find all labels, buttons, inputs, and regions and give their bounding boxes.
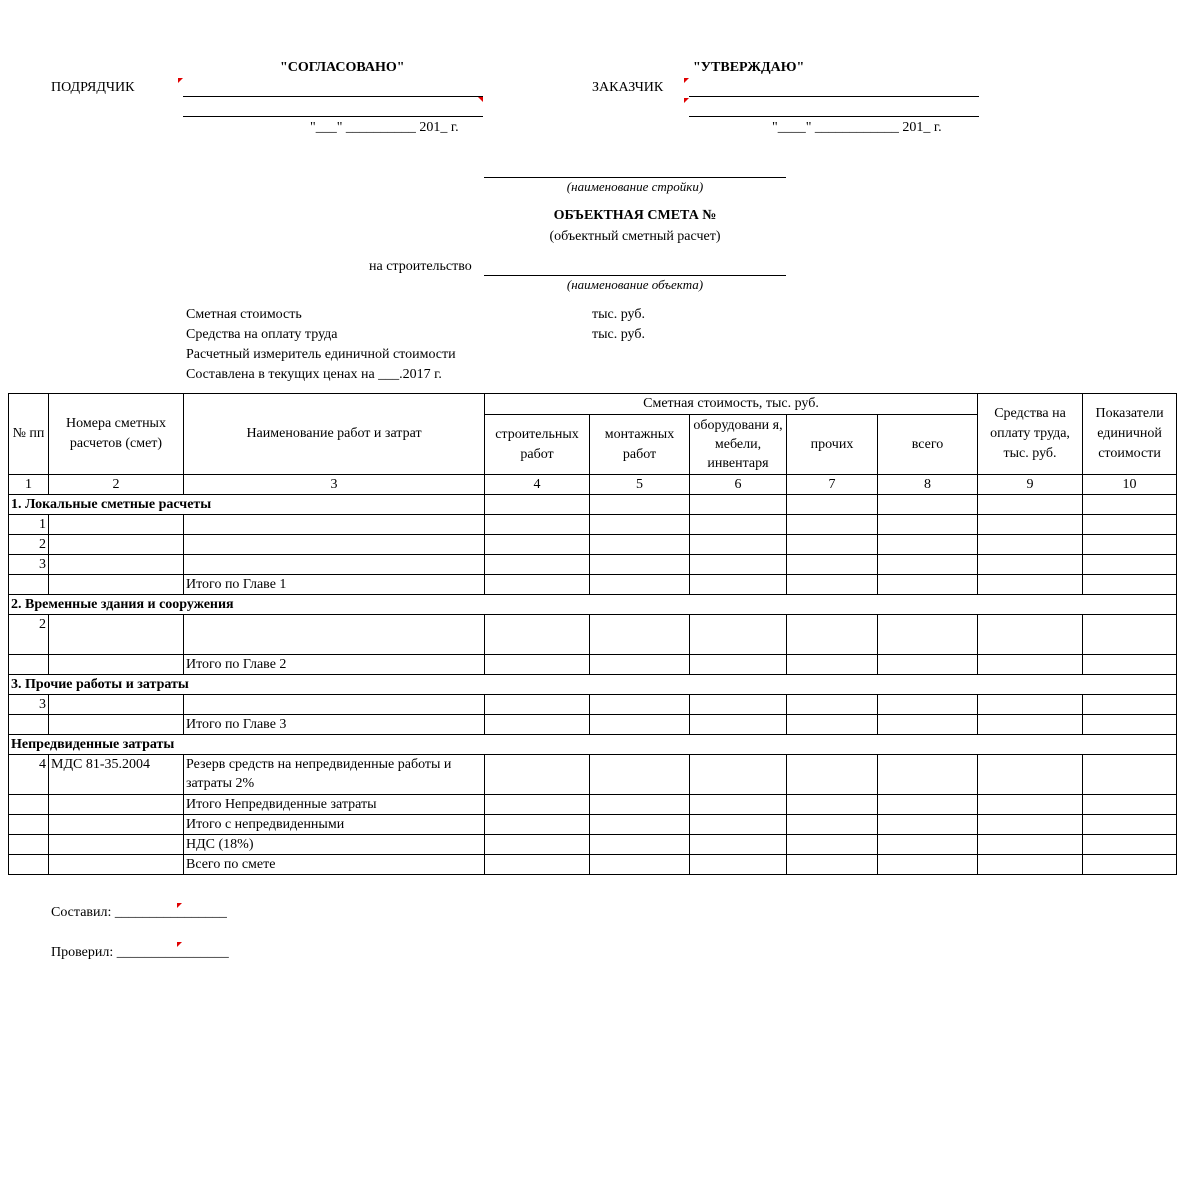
table-cell[interactable] xyxy=(1083,655,1177,675)
column-number: 5 xyxy=(590,475,690,495)
table-cell[interactable] xyxy=(485,835,590,855)
table-cell[interactable] xyxy=(978,835,1083,855)
construction-prefix: на строительство xyxy=(369,259,472,274)
table-cell[interactable] xyxy=(485,555,590,575)
table-cell[interactable] xyxy=(485,815,590,835)
table-row xyxy=(9,715,1177,735)
table-cell[interactable] xyxy=(590,555,690,575)
total-unforeseen-label: Итого Непредвиденные затраты xyxy=(184,795,485,815)
row-number: 1 xyxy=(9,515,49,535)
column-number: 1 xyxy=(9,475,49,495)
table-cell[interactable] xyxy=(690,655,787,675)
header-other: прочих xyxy=(787,415,878,475)
table-cell[interactable] xyxy=(49,535,184,555)
table-cell[interactable] xyxy=(787,555,878,575)
table-cell[interactable] xyxy=(590,815,690,835)
table-row xyxy=(9,615,1177,655)
column-number: 9 xyxy=(978,475,1083,495)
table-cell[interactable] xyxy=(787,715,878,735)
column-number: 8 xyxy=(878,475,978,495)
table-cell[interactable] xyxy=(787,755,878,795)
table-cell[interactable] xyxy=(978,655,1083,675)
header-name: Наименование работ и затрат xyxy=(184,394,485,475)
header-num: № пп xyxy=(9,394,49,475)
table-cell[interactable] xyxy=(485,715,590,735)
table-row xyxy=(9,855,1177,875)
table-cell[interactable] xyxy=(978,555,1083,575)
total-with-unforeseen-label: Итого с непредвиденными xyxy=(184,815,485,835)
table-cell[interactable] xyxy=(49,555,184,575)
table-cell[interactable] xyxy=(590,855,690,875)
table-cell[interactable] xyxy=(49,815,184,835)
table-cell[interactable] xyxy=(184,515,485,535)
table-cell[interactable] xyxy=(1083,835,1177,855)
chapter-total-label: Итого по Главе 3 xyxy=(184,715,485,735)
section-title: 3. Прочие работы и затраты xyxy=(9,675,1177,695)
customer-signature-line[interactable] xyxy=(689,96,979,97)
table-cell[interactable] xyxy=(184,535,485,555)
table-cell[interactable] xyxy=(485,575,590,595)
table-cell[interactable] xyxy=(485,515,590,535)
table-cell[interactable] xyxy=(690,575,787,595)
header-total: всего xyxy=(878,415,978,475)
table-cell[interactable] xyxy=(9,655,49,675)
table-row xyxy=(9,555,1177,575)
section-header xyxy=(9,495,1177,515)
table-cell[interactable] xyxy=(485,755,590,795)
table-cell[interactable] xyxy=(978,795,1083,815)
chapter-total-label: Итого по Главе 1 xyxy=(184,575,485,595)
labor-label: Средства на оплату труда xyxy=(186,327,338,342)
table-cell[interactable] xyxy=(978,755,1083,795)
section-title: 2. Временные здания и сооружения xyxy=(9,595,1177,615)
column-number: 3 xyxy=(184,475,485,495)
estimate-table xyxy=(8,393,1177,875)
table-cell[interactable] xyxy=(978,815,1083,835)
table-cell[interactable] xyxy=(485,495,590,515)
table-cell[interactable] xyxy=(1083,755,1177,795)
section-header xyxy=(9,595,1177,615)
construction-caption: (наименование стройки) xyxy=(566,179,704,194)
section-title: Непредвиденные затраты xyxy=(9,735,1177,755)
table-cell[interactable] xyxy=(49,835,184,855)
header-equipment: оборудовани я, мебели, инвентаря xyxy=(690,415,787,475)
table-cell[interactable] xyxy=(787,515,878,535)
column-number: 6 xyxy=(690,475,787,495)
table-cell[interactable] xyxy=(590,655,690,675)
object-caption: (наименование объекта) xyxy=(566,277,704,292)
table-cell[interactable] xyxy=(1083,575,1177,595)
table-cell[interactable] xyxy=(485,655,590,675)
table-cell[interactable] xyxy=(590,575,690,595)
header-installation: монтажных работ xyxy=(590,415,690,475)
table-cell[interactable] xyxy=(878,695,978,715)
table-cell[interactable] xyxy=(49,715,184,735)
table-cell[interactable] xyxy=(1083,555,1177,575)
table-cell[interactable] xyxy=(978,535,1083,555)
table-cell[interactable] xyxy=(590,695,690,715)
document-title: ОБЪЕКТНАЯ СМЕТА № xyxy=(553,208,717,223)
labor-unit: тыс. руб. xyxy=(592,327,645,342)
table-cell[interactable] xyxy=(590,535,690,555)
contractor-label: ПОДРЯДЧИК xyxy=(51,80,135,95)
table-cell[interactable] xyxy=(787,655,878,675)
cost-unit: тыс. руб. xyxy=(592,307,645,322)
table-cell[interactable] xyxy=(690,615,787,655)
table-row xyxy=(9,535,1177,555)
table-row xyxy=(9,835,1177,855)
table-cell[interactable] xyxy=(1083,495,1177,515)
comment-marker-icon[interactable] xyxy=(684,98,689,103)
table-cell[interactable] xyxy=(787,695,878,715)
table-cell[interactable] xyxy=(878,575,978,595)
table-cell[interactable] xyxy=(878,715,978,735)
comment-marker-icon[interactable] xyxy=(177,903,182,908)
table-cell[interactable] xyxy=(690,535,787,555)
meter-label: Расчетный измеритель единичной стоимости xyxy=(186,347,456,362)
table-cell[interactable] xyxy=(690,855,787,875)
table-cell[interactable] xyxy=(49,855,184,875)
table-row xyxy=(9,695,1177,715)
table-cell[interactable] xyxy=(49,795,184,815)
table-cell[interactable] xyxy=(590,615,690,655)
table-cell[interactable] xyxy=(590,835,690,855)
table-cell[interactable] xyxy=(49,655,184,675)
header-construction: строительных работ xyxy=(485,415,590,475)
row-name: Резерв средств на непредвиденные работы и затраты 2% xyxy=(184,755,485,795)
table-cell[interactable] xyxy=(690,555,787,575)
row-number: 2 xyxy=(9,535,49,555)
table-cell[interactable] xyxy=(878,615,978,655)
header-unit-cost: Показатели единичной стоимости xyxy=(1083,394,1177,475)
section-header xyxy=(9,675,1177,695)
date-left: "___" __________ 201_ г. xyxy=(310,120,459,135)
table-cell[interactable] xyxy=(878,515,978,535)
column-number: 7 xyxy=(787,475,878,495)
chapter-total-label: Итого по Главе 2 xyxy=(184,655,485,675)
table-cell[interactable] xyxy=(9,855,49,875)
cost-label: Сметная стоимость xyxy=(186,307,302,322)
table-cell[interactable] xyxy=(590,755,690,795)
table-cell[interactable] xyxy=(978,715,1083,735)
comment-marker-icon[interactable] xyxy=(177,942,182,947)
table-cell[interactable] xyxy=(787,835,878,855)
table-cell[interactable] xyxy=(590,515,690,535)
table-cell[interactable] xyxy=(878,555,978,575)
approve-label: "УТВЕРЖДАЮ" xyxy=(693,60,805,75)
table-cell[interactable] xyxy=(485,855,590,875)
table-cell[interactable] xyxy=(590,495,690,515)
date-right: "____" ____________ 201_ г. xyxy=(772,120,942,135)
checked-by: Проверил: ________________ xyxy=(51,945,229,960)
comment-marker-icon[interactable] xyxy=(478,97,483,102)
vat-label: НДС (18%) xyxy=(184,835,485,855)
contractor-name-line[interactable] xyxy=(183,116,483,117)
table-cell[interactable] xyxy=(1083,715,1177,735)
table-cell[interactable] xyxy=(49,695,184,715)
table-cell[interactable] xyxy=(9,835,49,855)
row-number: 4 xyxy=(9,755,49,795)
table-cell[interactable] xyxy=(590,715,690,735)
table-cell[interactable] xyxy=(485,695,590,715)
table-cell[interactable] xyxy=(978,495,1083,515)
section-header xyxy=(9,735,1177,755)
grand-total-label: Всего по смете xyxy=(184,855,485,875)
column-number: 4 xyxy=(485,475,590,495)
table-cell[interactable] xyxy=(690,755,787,795)
table-cell[interactable] xyxy=(1083,795,1177,815)
table-cell[interactable] xyxy=(49,615,184,655)
table-cell[interactable] xyxy=(787,575,878,595)
table-cell[interactable] xyxy=(690,835,787,855)
table-cell[interactable] xyxy=(690,815,787,835)
table-cell[interactable] xyxy=(878,855,978,875)
table-cell[interactable] xyxy=(878,835,978,855)
table-cell[interactable] xyxy=(690,795,787,815)
table-cell[interactable] xyxy=(1083,615,1177,655)
row-code: МДС 81-35.2004 xyxy=(49,755,184,795)
table-cell[interactable] xyxy=(787,815,878,835)
table-cell[interactable] xyxy=(787,615,878,655)
table-cell[interactable] xyxy=(9,575,49,595)
table-cell[interactable] xyxy=(9,715,49,735)
table-cell[interactable] xyxy=(9,815,49,835)
table-cell[interactable] xyxy=(9,795,49,815)
compiled-by: Составил: ________________ xyxy=(51,905,227,920)
table-cell[interactable] xyxy=(184,695,485,715)
document-subtitle: (объектный сметный расчет) xyxy=(549,229,721,244)
table-row xyxy=(9,815,1177,835)
table-cell[interactable] xyxy=(878,655,978,675)
construction-name-line[interactable] xyxy=(484,177,786,178)
section-title: 1. Локальные сметные расчеты xyxy=(9,495,485,515)
table-cell[interactable] xyxy=(787,795,878,815)
table-cell[interactable] xyxy=(978,695,1083,715)
prices-label: Составлена в текущих ценах на ___.2017 г. xyxy=(186,367,442,382)
table-row xyxy=(9,515,1177,535)
table-cell[interactable] xyxy=(978,515,1083,535)
comment-marker-icon[interactable] xyxy=(178,78,183,83)
table-cell[interactable] xyxy=(184,555,485,575)
table-row xyxy=(9,795,1177,815)
header-estimate-numbers: Номера сметных расчетов (смет) xyxy=(49,394,184,475)
table-cell[interactable] xyxy=(878,755,978,795)
table-cell[interactable] xyxy=(690,495,787,515)
table-cell[interactable] xyxy=(590,795,690,815)
table-row xyxy=(9,755,1177,795)
comment-marker-icon[interactable] xyxy=(684,78,689,83)
table-cell[interactable] xyxy=(787,535,878,555)
header-cost-group: Сметная стоимость, тыс. руб. xyxy=(485,394,978,415)
contractor-signature-line[interactable] xyxy=(183,96,483,97)
table-cell[interactable] xyxy=(878,795,978,815)
table-cell[interactable] xyxy=(978,575,1083,595)
table-cell[interactable] xyxy=(787,855,878,875)
table-cell[interactable] xyxy=(184,615,485,655)
table-cell[interactable] xyxy=(49,575,184,595)
table-cell[interactable] xyxy=(1083,535,1177,555)
row-number: 3 xyxy=(9,695,49,715)
row-number: 2 xyxy=(9,615,49,655)
table-cell[interactable] xyxy=(1083,515,1177,535)
table-cell[interactable] xyxy=(49,515,184,535)
table-cell[interactable] xyxy=(978,855,1083,875)
table-cell[interactable] xyxy=(878,495,978,515)
table-row xyxy=(9,655,1177,675)
customer-name-line[interactable] xyxy=(689,116,979,117)
table-cell[interactable] xyxy=(485,535,590,555)
table-cell[interactable] xyxy=(690,515,787,535)
object-name-line[interactable] xyxy=(484,275,786,276)
row-number: 3 xyxy=(9,555,49,575)
table-cell[interactable] xyxy=(1083,815,1177,835)
column-number: 10 xyxy=(1083,475,1177,495)
table-cell[interactable] xyxy=(485,795,590,815)
agreed-label: "СОГЛАСОВАНО" xyxy=(280,60,405,75)
column-number: 2 xyxy=(49,475,184,495)
table-cell[interactable] xyxy=(485,615,590,655)
customer-label: ЗАКАЗЧИК xyxy=(592,80,664,95)
table-cell[interactable] xyxy=(1083,695,1177,715)
table-row xyxy=(9,575,1177,595)
header-labor: Средства на оплату труда, тыс. руб. xyxy=(978,394,1083,475)
table-cell[interactable] xyxy=(878,815,978,835)
table-cell[interactable] xyxy=(690,715,787,735)
table-cell[interactable] xyxy=(978,615,1083,655)
table-cell[interactable] xyxy=(787,495,878,515)
table-cell[interactable] xyxy=(1083,855,1177,875)
table-cell[interactable] xyxy=(690,695,787,715)
table-cell[interactable] xyxy=(878,535,978,555)
